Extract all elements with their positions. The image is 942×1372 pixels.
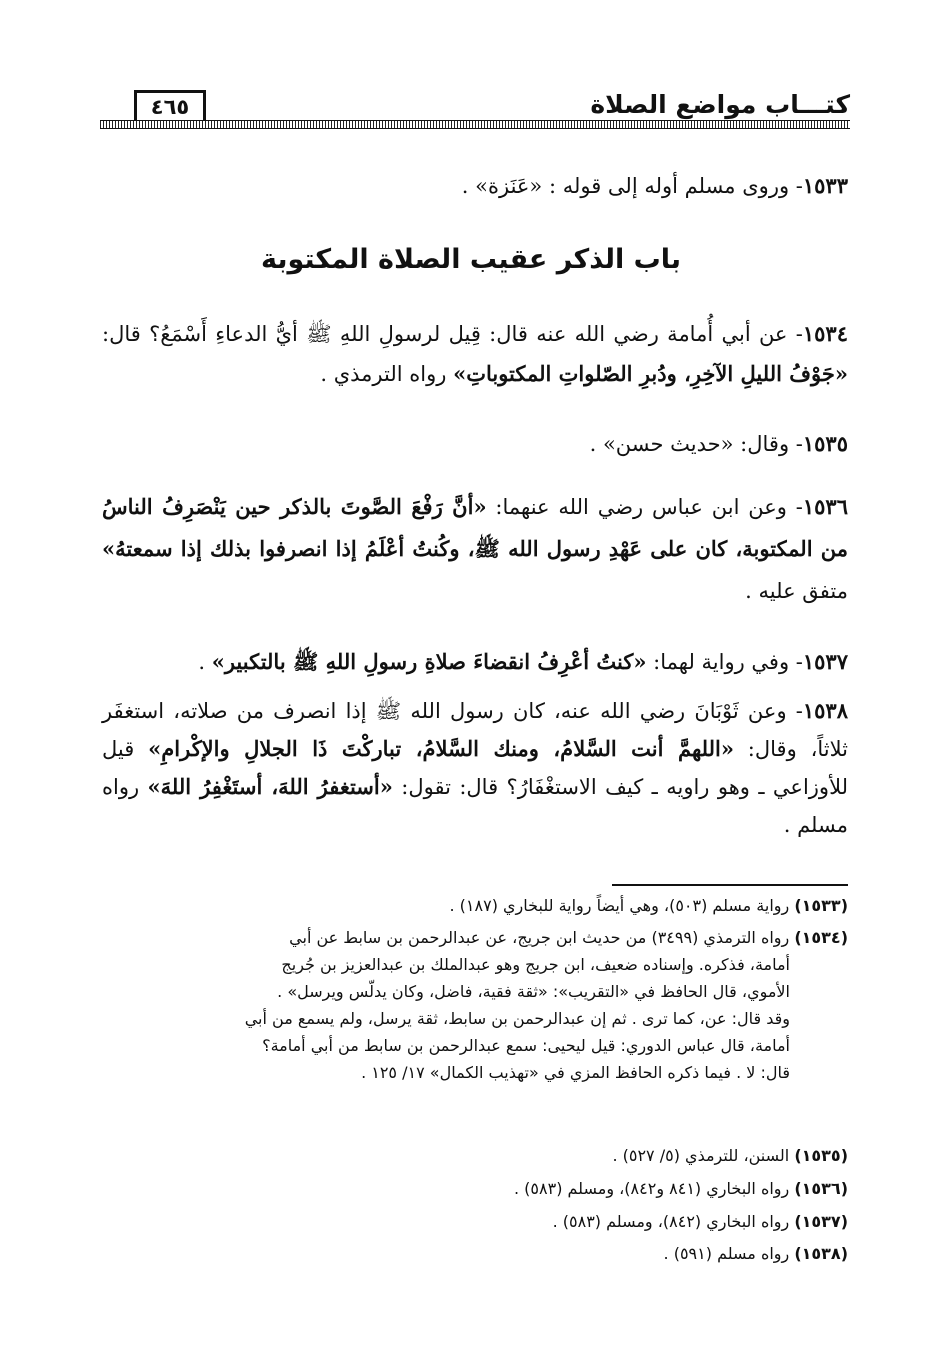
chapter-title: باب الذكر عقيب الصلاة المكتوبة [260, 244, 682, 275]
page-header [100, 86, 850, 138]
hadith-text: - وفي رواية لهما: [646, 650, 803, 674]
hadith-source: . [198, 650, 212, 674]
footnote-line: أمامة، قال عباس الدوري: قيل ليحيى: سمع عبدالرحمن بن سابط من أبي أمامة؟ [262, 1036, 790, 1055]
footnote-1533 [102, 892, 848, 919]
hadith-text: - وعن ابن عباس رضي الله عنهما: [486, 495, 803, 519]
footnote-1538 [102, 1240, 848, 1267]
footnote-text: رواه البخاري (٨٤١ و٨٤٢)، ومسلم (٥٨٣) . [514, 1179, 795, 1198]
hadith-quote: «أنَّ رَفْعَ الصَّوتَ بالذكر حين يَنْصَرِفُ الناسُ من المكتوبة، كان على عَهْدِ رسول الله ﷺ، وكُنتُ أعْلَمُ إذا انصرفوا بذلك إذا سمعتهُ» [102, 494, 848, 561]
hadith-1534 [102, 314, 848, 394]
footnote-line: قال: لا . فيما ذكره الحافظ المزي في «تهذيب الكمال» ١٧/ ١٢٥ . [361, 1063, 790, 1082]
hadith-number: ١٥٣٣ [802, 173, 848, 198]
footnote-number: (١٥٣٤) [794, 928, 848, 947]
running-title: كتـــاب مواضع الصلاة [590, 90, 850, 119]
hadith-text-continued: قيل للأوزاعي ـ وهو راويه ـ كيف الاستغْفَارُ؟ قال: تقول: [102, 737, 848, 799]
footnote-line: وقد قال: عن، كما ترى . ثم إن عبدالرحمن بن سابط، ثقة يرسل، ولم يسمع من أبي [244, 1009, 790, 1028]
hadith-source: رواه مسلم . [102, 775, 848, 837]
hadith-1536 [102, 486, 848, 612]
footnote-1536 [102, 1175, 848, 1202]
hadith-1538 [102, 692, 848, 844]
hadith-1533 [102, 166, 848, 206]
hadith-quote: «جَوْفُ الليلِ الآخِرِ، ودُبرِ الصّلواتِ المكتوباتِ» [453, 361, 848, 386]
footnote-text: رواية مسلم (٥٠٣)، وهي أيضاً رواية للبخاري (١٨٧) . [449, 896, 795, 915]
footnote-line: أمامة، فذكره. وإسناده ضعيف، ابن جريج وهو عبدالملك بن عبدالعزيز بن جُريج [281, 955, 790, 974]
hadith-text: - وعن ثَوْبَانَ رضي الله عنه، كان رسول الله ﷺ إذا انصرف من صلاته، استغفَر ثلاثاً، وقال: [102, 699, 848, 761]
hadith-number: ١٥٣٧ [802, 649, 848, 674]
footnote-text: رواه البخاري (٨٤٢)، ومسلم (٥٨٣) . [552, 1212, 795, 1231]
hadith-quote-2: «أستغفرُ اللهَ، أستَغْفِرُ اللهَ» [147, 774, 393, 799]
footnote-line: الأموي، قال الحافظ في «التقريب»: «ثقة فقية، فاضل، وكان يدلّس ويرسل» . [277, 982, 790, 1001]
hadith-text: - عن أبي أُمامة رضي الله عنه قال: قِيل لرسولِ اللهِ ﷺ أيُّ الدعاءِ أَسْمَعُ؟ قال: [102, 322, 803, 346]
hadith-text: - وروى مسلم أوله إلى قوله : «عَنَزة» . [461, 174, 803, 198]
hadith-quote: «اللهمَّ أنت السَّلامُ، ومنك السَّلامُ، تباركْتَ ذَا الجلالِ والإكْرامِ» [148, 736, 734, 761]
hadith-number: ١٥٣٥ [802, 431, 848, 456]
footnote-1537 [102, 1208, 848, 1235]
footnote-text: رواه مسلم (٥٩١) . [663, 1244, 795, 1263]
footnote-text: السنن، للترمذي (٥/ ٥٢٧) . [612, 1146, 795, 1165]
footnote-number: (١٥٣٣) [794, 896, 848, 915]
hadith-quote: «كنتُ أعْرِفُ انقضاءَ صلاةِ رسولِ اللهِ ﷺ بالتكبير» [211, 649, 647, 674]
hadith-1535 [102, 424, 848, 464]
footnote-number: (١٥٣٨) [794, 1244, 848, 1263]
footnote-1534 [102, 924, 848, 1086]
hadith-number: ١٥٣٤ [802, 321, 848, 346]
hadith-number: ١٥٣٨ [802, 698, 848, 723]
page-number: ٤٦٥ [134, 90, 206, 120]
footnote-1535 [102, 1142, 848, 1169]
hadith-number: ١٥٣٦ [802, 494, 848, 519]
footnote-number: (١٥٣٧) [794, 1212, 848, 1231]
footnote-number: (١٥٣٦) [794, 1179, 848, 1198]
footnote-line: رواه الترمذي (٣٤٩٩) من حديث ابن جريج، عن عبدالرحمن بن سابط عن أبي [289, 928, 795, 947]
hadith-1537 [102, 642, 848, 682]
hadith-text: - وقال: «حديث حسن» . [589, 432, 803, 456]
hadith-source: متفق عليه . [745, 579, 848, 603]
hadith-source: رواه الترمذي . [320, 362, 454, 386]
footnote-number: (١٥٣٥) [794, 1146, 848, 1165]
footnote-rule [612, 884, 848, 886]
header-rule [100, 120, 850, 129]
